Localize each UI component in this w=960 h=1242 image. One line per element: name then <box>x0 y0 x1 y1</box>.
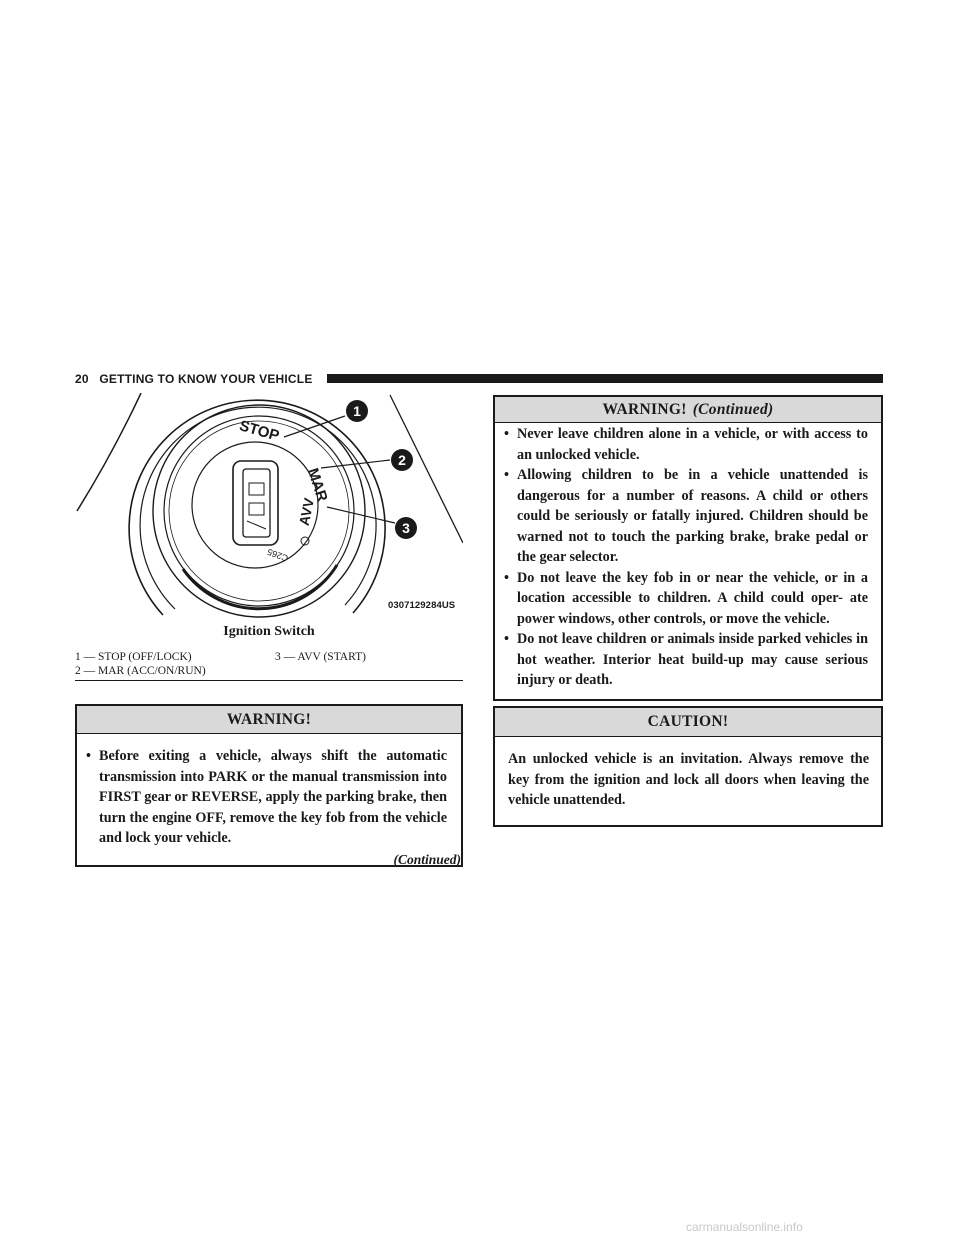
warning-item-text: Before exiting a vehicle, always shift the automatic transmission into PARK or the manual transmission into FIRST gear or REVERSE, apply the parking brake, then turn the engine OFF, remove the key fob from the vehicle and lock your vehicle. <box>99 748 447 846</box>
ignition-switch-drawing <box>75 393 463 623</box>
warning-box <box>75 704 463 867</box>
bullet-glyph: • <box>504 426 509 442</box>
warning-item <box>77 746 447 849</box>
callout-2-number: 2 <box>398 452 406 468</box>
watermark: carmanualsonline.info <box>686 1220 803 1234</box>
warning-list <box>77 734 461 865</box>
bullet-glyph: • <box>86 748 91 764</box>
warning-item <box>495 568 868 630</box>
avv-label: AVV <box>295 496 318 528</box>
callout-1-number: 1 <box>353 403 361 419</box>
warning-item-text: Allowing children to be in a vehicle unattended is dangerous for a number of reasons. A child or others could be seriously or fatally injured. Children should be warned not to touch the parking brake, brake pedal or the gear selector. <box>517 467 868 565</box>
header-rule-bar <box>327 374 883 383</box>
section-title: GETTING TO KNOW YOUR VEHICLE <box>99 372 313 386</box>
legend-item-stop: 1 — STOP (OFF/LOCK) <box>75 651 192 663</box>
warning-continued-list <box>495 423 881 699</box>
warning-item-text: Never leave children alone in a vehicle, or with access to an unlocked vehicle. <box>517 426 868 463</box>
warning-item-text: Do not leave the key fob in or near the vehicle, or in a location accessible to children. A child could oper- ate power windows, other controls, or move the vehicle. <box>517 569 868 627</box>
figure-caption: Ignition Switch <box>223 624 315 639</box>
legend-row <box>75 650 463 664</box>
warning-continued-title <box>495 397 881 423</box>
legend-item-mar: 2 — MAR (ACC/ON/RUN) <box>75 665 206 677</box>
caution-box-title: CAUTION! <box>495 708 881 737</box>
callout-3-number: 3 <box>402 520 410 536</box>
warning-continued-title-suffix: (Continued) <box>692 401 774 418</box>
caution-text: An unlocked vehicle is an invitation. Always remove the key from the ignition and lock all doors when leaving the vehicle unattended. <box>508 751 869 808</box>
continued-note: (Continued) <box>393 852 461 867</box>
warning-item <box>495 465 868 568</box>
legend-row <box>75 664 463 678</box>
page-number: 20 <box>75 372 89 386</box>
stop-label: STOP <box>237 417 282 445</box>
page-header <box>75 372 883 386</box>
callout-3 <box>395 517 417 539</box>
figure-code: 0307129284US <box>388 600 456 611</box>
bullet-glyph: • <box>504 467 509 483</box>
bullet-glyph: • <box>504 569 509 586</box>
caution-box <box>493 706 883 827</box>
figure-legend <box>75 650 463 678</box>
bullet-glyph: • <box>504 631 509 647</box>
legend-item-avv: 3 — AVV (START) <box>275 651 366 663</box>
callout-1 <box>346 400 368 422</box>
warning-item-text: Do not leave children or animals inside parked vehicles in hot weather. Interior heat build-up may cause serious injury or death. <box>517 631 868 688</box>
warning-continued-title-text: WARNING! <box>602 401 687 418</box>
warning-box-title: WARNING! <box>77 706 461 734</box>
mar-label: MAR <box>303 466 331 504</box>
warning-continued-box <box>493 395 883 701</box>
callout-2 <box>391 449 413 471</box>
serial-label: C265 <box>265 546 290 564</box>
legend-rule <box>75 680 463 681</box>
warning-item <box>495 629 868 691</box>
page-header-text <box>75 372 313 386</box>
warning-item <box>495 424 868 465</box>
ignition-switch-figure <box>75 393 463 623</box>
